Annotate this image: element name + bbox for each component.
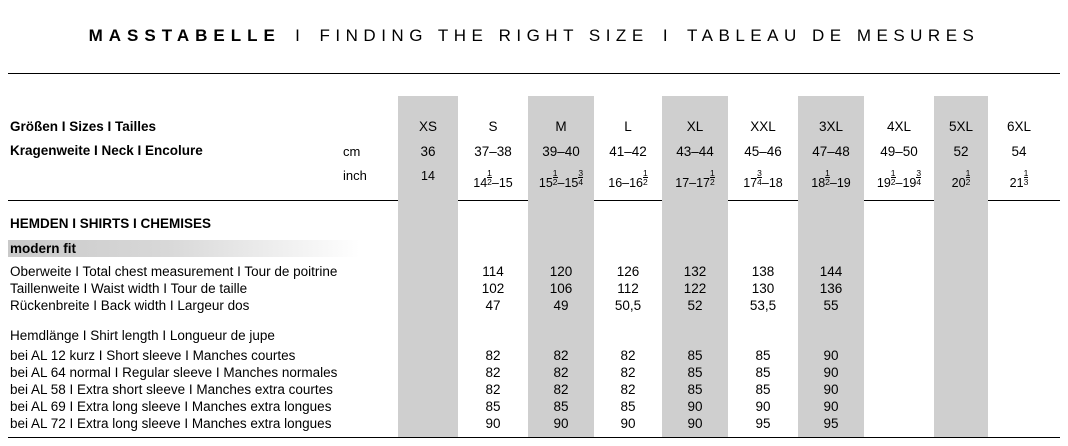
row-4-value-1: 82: [485, 365, 501, 380]
unit-inch-label: inch: [343, 168, 367, 183]
col-inch-6: 18 $\frac{1}{2}$ –19: [811, 168, 851, 191]
col-header-size-5: XXL: [750, 119, 776, 134]
unit-cm-label: cm: [343, 144, 361, 159]
col-inch-3: 16–16 $\frac{1}{2}$: [608, 168, 648, 191]
row-3-value-3: 82: [620, 348, 636, 363]
row-1-value-3: 112: [617, 281, 639, 296]
row-7-value-2: 90: [553, 416, 569, 431]
row-0-value-6: 144: [819, 264, 843, 279]
row-7-value-6: 95: [823, 416, 839, 431]
title-part-english: FINDING THE RIGHT SIZE: [319, 26, 649, 45]
row-label-0: Oberweite I Total chest measurement I Tour de poitrine: [10, 264, 338, 279]
row-4-value-6: 90: [823, 365, 839, 380]
row-6-value-2: 85: [553, 399, 569, 414]
col-header-size-4: XL: [686, 119, 704, 134]
row-1-value-5: 130: [751, 281, 775, 296]
col-header-size-1: S: [488, 119, 498, 134]
col-cm-5: 45–46: [744, 144, 782, 159]
row-1-value-2: 106: [549, 281, 573, 296]
row-4-value-2: 82: [553, 365, 569, 380]
col-inch-5: 17 $\frac{3}{4}$ –18: [743, 168, 783, 191]
row-7-value-5: 95: [755, 416, 771, 431]
col-cm-4: 43–44: [676, 144, 714, 159]
row-2-value-4: 52: [687, 298, 703, 313]
col-inch-2: 15 $\frac{1}{2}$ –15 $\frac{3}{4}$: [538, 168, 584, 191]
title-part-french: TABLEAU DE MESURES: [687, 26, 980, 45]
row-4-value-3: 82: [620, 365, 636, 380]
col-inch-8: 20 $\frac{1}{2}$: [951, 168, 971, 191]
col-inch-9: 21 $\frac{1}{3}$: [1009, 168, 1029, 191]
row-3-value-5: 85: [755, 348, 771, 363]
row-4-value-4: 85: [687, 365, 703, 380]
col-cm-1: 37–38: [474, 144, 512, 159]
col-header-size-0: XS: [418, 119, 437, 134]
col-header-size-9: 6XL: [1006, 119, 1032, 134]
row-label-3: bei AL 12 kurz I Short sleeve I Manches courtes: [10, 348, 296, 363]
col-cm-0: 36: [420, 144, 436, 159]
col-header-size-6: 3XL: [818, 119, 844, 134]
row-7-value-4: 90: [687, 416, 703, 431]
section-header-shirts: HEMDEN I SHIRTS I CHEMISES: [10, 216, 212, 231]
row-label-1: Taillenweite I Waist width I Tour de taille: [10, 281, 248, 296]
row-2-value-5: 53,5: [749, 298, 777, 313]
col-inch-1: 14 $\frac{1}{2}$ –15: [473, 168, 513, 191]
row-6-value-5: 90: [755, 399, 771, 414]
col-cm-2: 39–40: [542, 144, 580, 159]
row-5-value-4: 85: [687, 382, 703, 397]
row-6-value-4: 90: [687, 399, 703, 414]
row-0-value-2: 120: [549, 264, 573, 279]
col-header-size-3: L: [624, 119, 632, 134]
row-6-value-6: 90: [823, 399, 839, 414]
row-4-value-5: 85: [755, 365, 771, 380]
row-6-value-1: 85: [485, 399, 501, 414]
row-0-value-4: 132: [683, 264, 707, 279]
row-3-value-4: 85: [687, 348, 703, 363]
row-2-value-2: 49: [553, 298, 569, 313]
title-separator-1: I: [295, 26, 306, 45]
col-header-size-7: 4XL: [886, 119, 912, 134]
row-3-value-1: 82: [485, 348, 501, 363]
row-6-value-3: 85: [620, 399, 636, 414]
col-header-size-2: M: [555, 119, 567, 134]
title-separator-2: I: [662, 26, 674, 45]
row-5-value-2: 82: [553, 382, 569, 397]
col-cm-7: 49–50: [880, 144, 918, 159]
fit-label: modern fit: [10, 241, 76, 256]
row-5-value-6: 90: [823, 382, 839, 397]
row-5-value-5: 85: [755, 382, 771, 397]
col-header-size-8: 5XL: [948, 119, 974, 134]
row-2-value-1: 47: [485, 298, 501, 313]
row-label-6: bei AL 69 I Extra long sleeve I Manches extra longues: [10, 399, 332, 414]
row-label-sizes: Größen I Sizes I Tailles: [10, 119, 157, 134]
row-2-value-3: 50,5: [614, 298, 642, 313]
row-label-neck: Kragenweite I Neck I Encolure: [10, 143, 203, 158]
row-3-value-2: 82: [553, 348, 569, 363]
row-label-5: bei AL 58 I Extra short sleeve I Manches extra courtes: [10, 382, 333, 397]
col-cm-6: 47–48: [812, 144, 850, 159]
row-label-4: bei AL 64 normal I Regular sleeve I Manches normales: [10, 365, 338, 380]
col-cm-9: 54: [1011, 144, 1027, 159]
row-label-2: Rückenbreite I Back width I Largeur dos: [10, 298, 250, 313]
row-1-value-1: 102: [481, 281, 505, 296]
col-inch-4: 17–17 $\frac{1}{2}$: [675, 168, 715, 191]
col-cm-3: 41–42: [609, 144, 647, 159]
row-5-value-1: 82: [485, 382, 501, 397]
title-part-german: MASSTABELLE: [88, 26, 281, 45]
row-label-length-group: Hemdlänge I Shirt length I Longueur de jupe: [10, 328, 275, 343]
row-1-value-6: 136: [819, 281, 843, 296]
row-0-value-5: 138: [751, 264, 775, 279]
row-label-7: bei AL 72 I Extra long sleeve I Manches extra longues: [10, 416, 332, 431]
row-7-value-1: 90: [485, 416, 501, 431]
row-7-value-3: 90: [620, 416, 636, 431]
col-inch-0: 14: [421, 169, 435, 183]
col-inch-7: 19 $\frac{1}{2}$ –19 $\frac{3}{4}$: [876, 168, 922, 191]
row-1-value-4: 122: [683, 281, 707, 296]
row-3-value-6: 90: [823, 348, 839, 363]
row-5-value-3: 82: [620, 382, 636, 397]
col-cm-8: 52: [953, 144, 969, 159]
row-0-value-1: 114: [482, 264, 504, 279]
row-2-value-6: 55: [823, 298, 839, 313]
row-0-value-3: 126: [616, 264, 640, 279]
